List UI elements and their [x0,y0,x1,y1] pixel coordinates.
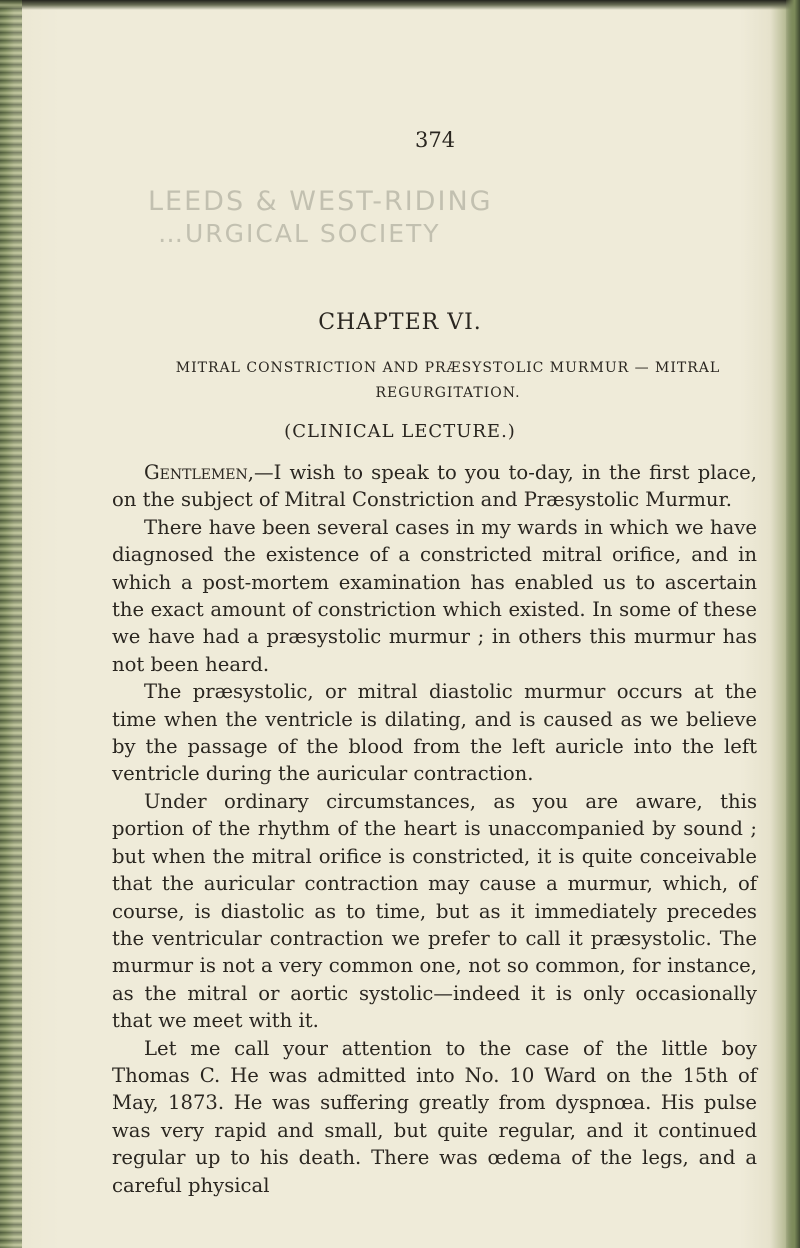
paragraph: The præsystolic, or mitral diastolic murmur occurs at the time when the ventricle is dilating, and is caused as we believe by the passage of the blood from the left auricle into the left ventricle during the auricular contraction. [112,680,757,786]
paragraph: There have been several cases in my wards in which we have diagnosed the existence of a constricted mitral orifice, and in which a post-mortem examination has enabled us to ascertain the exact amount of constriction which existed. In some of these we have had a præsystolic murmur ; in others this murmur has not been heard. [112,515,757,676]
page-top-edge [0,0,800,10]
left-binding-edge [0,0,22,1248]
salutation: Gentlemen, [144,461,255,484]
page-number: 374 [415,128,456,152]
paragraph-text: —I wish to speak to you to-day, in the first place, on the subject of Mitral Constriction and Præsystolic Murmur. [112,461,757,512]
library-stamp-line-1: LEEDS & WEST-RIDING [148,186,493,217]
right-binding-edge [786,0,800,1248]
chapter-subtitle: MITRAL CONSTRICTION AND PRÆSYSTOLIC MURMUR — MITRAL REGURGITATION. [175,360,721,401]
chapter-title: CHAPTER VI. [318,310,482,335]
library-stamp-line-2: …URGICAL SOCIETY [158,219,441,248]
lecture-note: (CLINICAL LECTURE.) [284,421,516,442]
paragraph [112,459,757,514]
paragraph: Under ordinary circumstances, as you are aware, this portion of the rhythm of the heart is unaccompanied by sound ; but when the mitral orifice is constricted, it is quite conceivable that the auricular contraction may cause a murmur, which, of course, is diastolic as to time, but as it immediately precedes the ventricular contraction we prefer to call it præsystolic. The murmur is not a very common one, not so common, for instance, as the mitral or aortic systolic—indeed it is only occasionally that we meet with it. [112,789,757,1033]
body-text [112,459,757,1199]
paragraph: Let me call your attention to the case of the little boy Thomas C. He was admitted into No. 10 Ward on the 15th of May, 1873. He was suffering greatly from dyspnœa. His pulse was very rapid and small, but quite regular, and it continued regular up to his death. There was œdema of the legs, and a careful physical [112,1036,757,1197]
library-stamp [148,186,493,250]
